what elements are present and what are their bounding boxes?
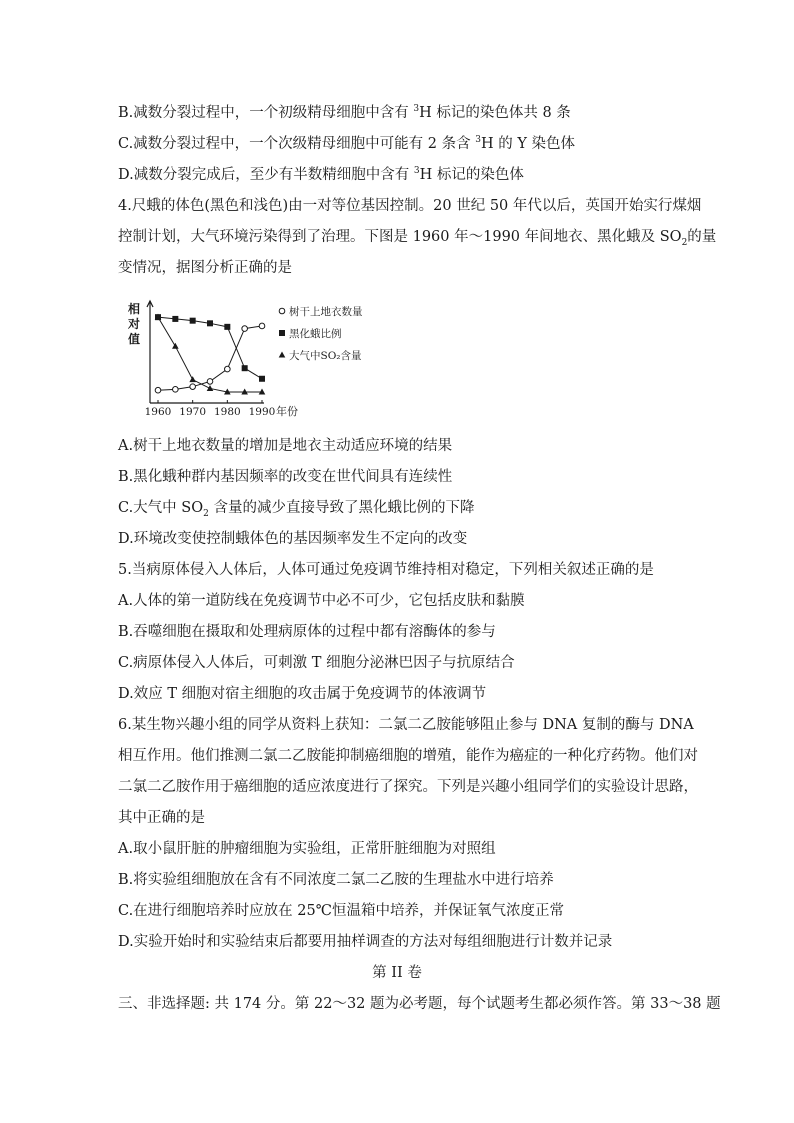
- y-axis-label-char: 相: [128, 302, 141, 316]
- data-point: [190, 384, 196, 390]
- q4-option-a: A.树干上地衣数量的增加是地衣主动适应环境的结果: [118, 438, 453, 454]
- data-point: [225, 366, 231, 372]
- q5-stem: 5.当病原体侵入人体后，人体可通过免疫调节维持相对稳定，下列相关叙述正确的是: [118, 562, 654, 578]
- legend-label: 黑化蛾比例: [289, 328, 342, 340]
- q6-stem-line3: 二氯二乙胺作用于癌细胞的适应浓度进行了探究。下列是兴趣小组同学们的实验设计思路，: [118, 779, 698, 795]
- data-point: [172, 343, 179, 349]
- q6-option-d: D.实验开始时和实验结束后都要用抽样调查的方法对每组细胞进行计数并记录: [118, 934, 613, 950]
- chart-legend: [279, 305, 363, 362]
- data-point: [207, 320, 213, 326]
- chart-axes: [127, 301, 298, 418]
- x-tick-label: 1990: [248, 406, 276, 418]
- q4-option-b: B.黑化蛾种群内基因频率的改变在世代间具有连续性: [118, 469, 453, 485]
- moth-lichen-so2-chart: [118, 293, 398, 423]
- q6-stem-line1: 6.某生物兴趣小组的同学从资料上获知：二氯二乙胺能够阻止参与 DNA 复制的酶与 DNA: [118, 717, 694, 733]
- legend-marker: [279, 308, 285, 314]
- q4-stem-line3: 变情况，据图分析正确的是: [118, 260, 292, 276]
- legend-marker: [279, 352, 286, 358]
- data-point: [242, 365, 248, 371]
- q4-stem-line1: 4.尺蛾的体色(黑色和浅色)由一对等位基因控制。20 世纪 50 年代以后，英国开始实行煤烟: [118, 198, 702, 214]
- legend-marker: [279, 330, 285, 336]
- q5-option-c: C.病原体侵入人体后，可刺激 T 细胞分泌淋巴因子与抗原结合: [118, 655, 515, 671]
- x-axis-label: 年份: [276, 405, 298, 418]
- data-point: [242, 326, 248, 332]
- chart-marks: [155, 314, 266, 395]
- y-axis-label-char: 值: [128, 332, 141, 346]
- q6-option-a: A.取小鼠肝脏的肿瘤细胞为实验组，正常肝脏细胞为对照组: [118, 841, 496, 857]
- x-tick-label: 1960: [144, 406, 172, 418]
- legend-label: 树干上地衣数量: [289, 306, 363, 318]
- data-point: [207, 379, 213, 385]
- data-point: [259, 388, 266, 394]
- data-point: [259, 376, 265, 382]
- q6-stem-line4: 其中正确的是: [118, 810, 205, 826]
- data-point: [155, 387, 161, 393]
- q5-option-a: A.人体的第一道防线在免疫调节中必不可少，它包括皮肤和黏膜: [118, 593, 525, 609]
- part3-instructions: 三、非选择题: 共 174 分。第 22～32 题为必考题，每个试题考生都必须作答。第 33～38 题: [118, 996, 721, 1012]
- data-point: [224, 324, 230, 330]
- q5-option-b: B.吞噬细胞在摄取和处理病原体的过程中都有溶酶体的参与: [118, 624, 496, 640]
- x-tick-label: 1970: [179, 406, 207, 418]
- q5-option-d: D.效应 T 细胞对宿主细胞的攻击属于免疫调节的体液调节: [118, 686, 487, 702]
- q4-option-c: C.大气中 $SO_2$ 含量的减少直接导致了黑化蛾比例的下降: [118, 500, 475, 519]
- q6-stem-line2: 相互作用。他们推测二氯二乙胺能抑制癌细胞的增殖，能作为癌症的一种化疗药物。他们对: [118, 748, 698, 764]
- q3-option-c: C.减数分裂过程中，一个次级精母细胞中可能有 2 条含 $^3$H 的 Y 染色体: [118, 135, 576, 152]
- data-point: [189, 376, 196, 382]
- q4-stem-line2: 控制计划，大气环境污染得到了治理。下图是 1960 年～1990 年间地衣、黑化蛾及 $SO_2$的量: [118, 229, 717, 248]
- legend-label: 大气中SO₂含量: [289, 350, 362, 362]
- data-point: [207, 385, 214, 391]
- q6-option-c: C.在进行细胞培养时应放在 25℃恒温箱中培养，并保证氧气浓度正常: [118, 903, 564, 919]
- data-point: [173, 387, 179, 393]
- q6-option-b: B.将实验组细胞放在含有不同浓度二氯二乙胺的生理盐水中进行培养: [118, 872, 554, 888]
- y-axis-label-char: 对: [128, 317, 141, 331]
- section-heading: 第 II 卷: [372, 965, 422, 981]
- data-point: [241, 388, 248, 394]
- q3-option-d: D.减数分裂完成后，至少有半数精细胞中含有 $^3$H 标记的染色体: [118, 166, 524, 183]
- data-point: [190, 318, 196, 324]
- x-tick-label: 1980: [213, 406, 241, 418]
- data-point: [259, 323, 265, 329]
- q3-option-b: B.减数分裂过程中，一个初级精母细胞中含有 $^3$H 标记的染色体共 8 条: [118, 104, 571, 121]
- data-point: [172, 316, 178, 322]
- q4-option-d: D.环境改变使控制蛾体色的基因频率发生不定向的改变: [118, 531, 468, 547]
